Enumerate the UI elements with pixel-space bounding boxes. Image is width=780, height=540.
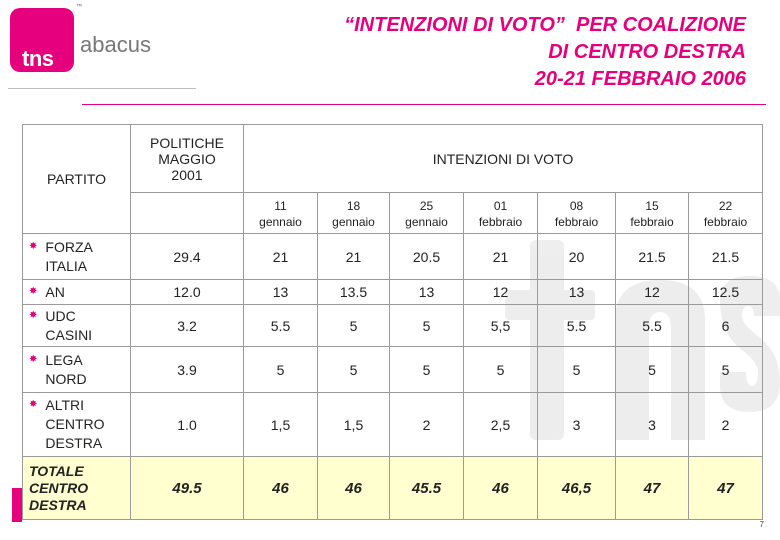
table-row [23, 234, 763, 280]
vote-value: 5 [616, 347, 689, 393]
vote-value: 5.5 [616, 305, 689, 347]
party-cell: ✸ UDC CASINI [23, 305, 131, 347]
header-politiche-text: POLITICHE MAGGIO 2001 [150, 134, 224, 183]
party-cell: ✸ AN [23, 280, 131, 305]
bullet-icon: ✸ [29, 285, 38, 297]
vote-value: 13.5 [318, 280, 390, 305]
vote-value: 12.5 [689, 280, 763, 305]
logo-tns-text: tns [22, 46, 54, 71]
header-intenzioni [244, 125, 763, 193]
politiche-value: 1.0 [131, 393, 244, 457]
vote-value: 21 [464, 234, 538, 280]
vote-value: 5 [390, 305, 464, 347]
vote-value: 5 [464, 347, 538, 393]
header-politiche [131, 125, 244, 193]
table-row [23, 305, 763, 347]
vote-value: 5,5 [464, 305, 538, 347]
date-header: 25 gennaio [390, 193, 464, 234]
side-accent-bar [12, 488, 22, 522]
vote-value: 5 [244, 347, 318, 393]
vote-value: 5.5 [538, 305, 616, 347]
vote-value: 1,5 [244, 393, 318, 457]
total-value: 47 [689, 457, 763, 520]
total-value: 45.5 [390, 457, 464, 520]
vote-value: 5 [318, 347, 390, 393]
date-header: 01 febbraio [464, 193, 538, 234]
header-politiche-empty [131, 193, 244, 234]
total-value: 46 [318, 457, 390, 520]
header-row-dates [23, 193, 763, 234]
title-line-1: “INTENZIONI DI VOTO” PER COALIZIONE [344, 14, 746, 36]
title-line-2: DI CENTRO DESTRA [548, 41, 746, 63]
politiche-value: 3.9 [131, 347, 244, 393]
date-header: 08 febbraio [538, 193, 616, 234]
header-row-1 [23, 125, 763, 193]
date-header: 18 gennaio [318, 193, 390, 234]
vote-intentions-table [22, 124, 763, 520]
politiche-value: 3.2 [131, 305, 244, 347]
total-value: 47 [616, 457, 689, 520]
vote-value: 21 [318, 234, 390, 280]
bullet-icon: ✸ [29, 309, 38, 321]
date-header: 11 gennaio [244, 193, 318, 234]
vote-value: 2 [689, 393, 763, 457]
politiche-value: 29.4 [131, 234, 244, 280]
vote-value: 20.5 [390, 234, 464, 280]
vote-value: 2 [390, 393, 464, 457]
vote-value: 5 [318, 305, 390, 347]
vote-value: 1,5 [318, 393, 390, 457]
table-row [23, 347, 763, 393]
bullet-icon: ✸ [29, 240, 38, 252]
bullet-icon: ✸ [29, 399, 38, 410]
table-row [23, 393, 763, 457]
logo-abacus-text: abacus [80, 32, 151, 57]
header-intenzioni-text: INTENZIONI DI VOTO [432, 150, 574, 167]
vote-value: 13 [244, 280, 318, 305]
vote-value: 5.5 [244, 305, 318, 347]
total-row [23, 457, 763, 520]
vote-value: 21.5 [616, 234, 689, 280]
header-partito: PARTITO [23, 125, 131, 234]
vote-value: 6 [689, 305, 763, 347]
vote-value: 5 [689, 347, 763, 393]
total-value: 46 [464, 457, 538, 520]
vote-value: 21 [244, 234, 318, 280]
vote-value: 13 [390, 280, 464, 305]
party-cell: ✸ LEGA NORD [23, 347, 131, 393]
party-cell: ✸ FORZA ITALIA [23, 234, 131, 280]
vote-value: 12 [464, 280, 538, 305]
logo-divider [8, 88, 196, 89]
total-label: TOTALE CENTRO DESTRA [23, 457, 131, 520]
title-line-3: 20-21 FEBBRAIO 2006 [534, 68, 746, 90]
vote-value: 2,5 [464, 393, 538, 457]
table-row [23, 280, 763, 305]
total-value: 46 [244, 457, 318, 520]
vote-value: 5 [390, 347, 464, 393]
vote-value: 5 [538, 347, 616, 393]
vote-value: 21.5 [689, 234, 763, 280]
logo-trademark: ™ [76, 4, 82, 10]
total-politiche-value: 49.5 [131, 457, 244, 520]
date-header: 15 febbraio [616, 193, 689, 234]
vote-value: 20 [538, 234, 616, 280]
total-value: 46,5 [538, 457, 616, 520]
party-cell: ✸ ALTRI CENTRO DESTRA [23, 393, 131, 457]
title-rule [82, 104, 766, 105]
vote-value: 13 [538, 280, 616, 305]
politiche-value: 12.0 [131, 280, 244, 305]
vote-value: 3 [538, 393, 616, 457]
vote-value: 12 [616, 280, 689, 305]
vote-value: 3 [616, 393, 689, 457]
bullet-icon: ✸ [29, 353, 38, 365]
page-number: 7 [759, 520, 764, 529]
page-title [344, 12, 746, 93]
date-header: 22 febbraio [689, 193, 763, 234]
tns-logo-box [10, 8, 74, 72]
